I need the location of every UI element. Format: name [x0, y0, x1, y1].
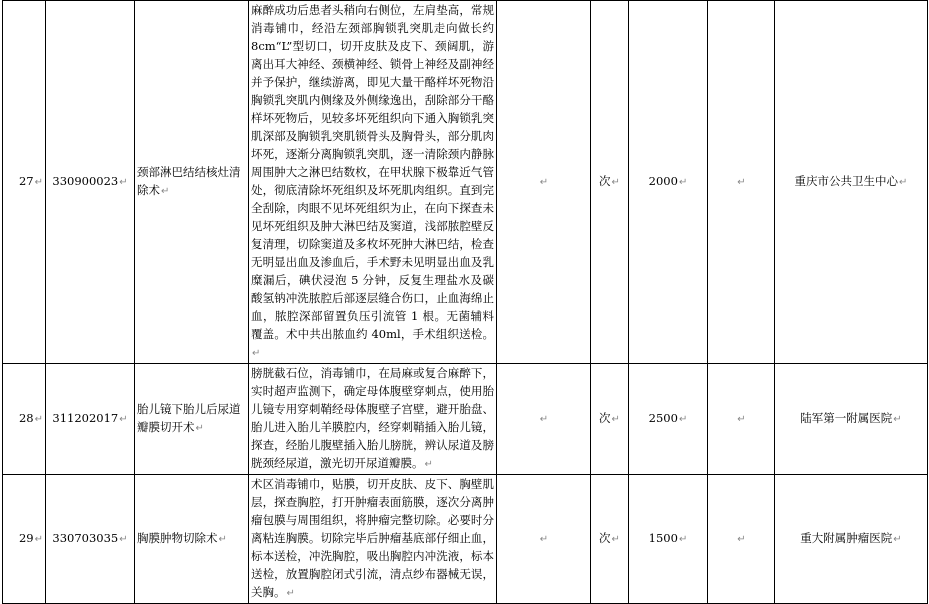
unit-cell[interactable]: 次↵ [591, 364, 629, 475]
item-name-cell[interactable]: 颈部淋巴结结核灶清除术↵ [135, 1, 249, 364]
table-row [3, 1, 928, 364]
item-description-cell[interactable]: 麻醉成功后患者头稍向右侧位，左肩垫高，常规消毒铺巾，经沿左颈部胸锁乳突肌走向做长约 8cm“L”型切口，切开皮肤及皮下、颈阔肌，游离出耳大神经、颈横神经、锁骨上神经及副神经并予保护，继续游离，即见大量干酪样坏死物沿胸锁乳突肌内侧缘及外侧缘逸出，刮除部分干酪样坏死物后，见较多坏死组织向下通入胸锁乳突肌深部及胸锁乳突肌锁骨头及胸骨头，部分肌肉坏死，逐渐分离胸锁乳突肌，逐一清除颈内静脉周围肿大之淋巴结数枚，在甲状腺下极靠近气管处，彻底清除坏死组织及坏死肌肉组织。直到完全刮除，肉眼不见坏死组织为止，在向下探查未见坏死组织及肿大淋巴结及窦道，浅部脓腔壁反复清理，切除窦道及多枚坏死肿大淋巴结，检查无明显出血及渗血后，手术野未见明显出血及乳糜漏后，碘伏浸泡 5 分钟，反复生理盐水及碳酸氢钠冲洗脓腔后部逐层缝合伤口，止血海绵止血，脓腔深部留置负压引流管 1 根。无菌辅料覆盖。术中共出脓血约 40ml，手术组织送检。↵ [249, 1, 497, 364]
pricing-table [2, 0, 928, 604]
item-description-cell[interactable]: 膀胱截石位，消毒铺巾，在局麻或复合麻醉下，实时超声监测下，确定母体腹壁穿刺点，使用胎儿镜专用穿刺鞘经母体腹壁子宫壁，避开胎盘、胎儿进入胎儿羊膜腔内，经穿刺鞘插入胎儿镜，探查，经胎儿腹壁插入胎儿膀胱，辨认尿道及膀胱颈经尿道，激光切开尿道瓣膜。↵ [249, 364, 497, 475]
item-description-cell[interactable]: 术区消毒铺巾，贴膜，切开皮肤、皮下、胸壁肌层，探查胸腔，打开肿瘤表面筋膜，逐次分离肿瘤包膜与周围组织，将肿瘤完整切除。必要时分离粘连胸膜。切除完毕后肿瘤基底部仔细止血，标本送检，冲洗胸腔，吸出胸腔内冲洗液，标本送检，放置胸腔闭式引流，清点纱布器械无误，关胸。↵ [249, 475, 497, 604]
empty-cell[interactable]: ↵ [708, 475, 775, 604]
item-name-cell[interactable]: 胸膜肿物切除术↵ [135, 475, 249, 604]
row-number-cell[interactable]: 29↵ [3, 475, 46, 604]
empty-cell[interactable]: ↵ [497, 1, 591, 364]
hospital-cell[interactable]: 重大附属肿瘤医院↵ [775, 475, 928, 604]
unit-cell[interactable]: 次↵ [591, 475, 629, 604]
item-code-cell[interactable]: 311202017↵ [46, 364, 135, 475]
empty-cell[interactable]: ↵ [708, 364, 775, 475]
item-code-cell[interactable]: 330703035↵ [46, 475, 135, 604]
empty-cell[interactable]: ↵ [497, 364, 591, 475]
hospital-cell[interactable]: 重庆市公共卫生中心↵ [775, 1, 928, 364]
hospital-cell[interactable]: 陆军第一附属医院↵ [775, 364, 928, 475]
row-number-cell[interactable]: 28↵ [3, 364, 46, 475]
item-code-cell[interactable]: 330900023↵ [46, 1, 135, 364]
table-row [3, 475, 928, 604]
empty-cell[interactable]: ↵ [497, 475, 591, 604]
unit-cell[interactable]: 次↵ [591, 1, 629, 364]
item-name-cell[interactable]: 胎儿镜下胎儿后尿道瓣膜切开术↵ [135, 364, 249, 475]
price-cell[interactable]: 1500↵ [629, 475, 708, 604]
price-cell[interactable]: 2000↵ [629, 1, 708, 364]
row-number-cell[interactable]: 27↵ [3, 1, 46, 364]
price-cell[interactable]: 2500↵ [629, 364, 708, 475]
empty-cell[interactable]: ↵ [708, 1, 775, 364]
table-row [3, 364, 928, 475]
